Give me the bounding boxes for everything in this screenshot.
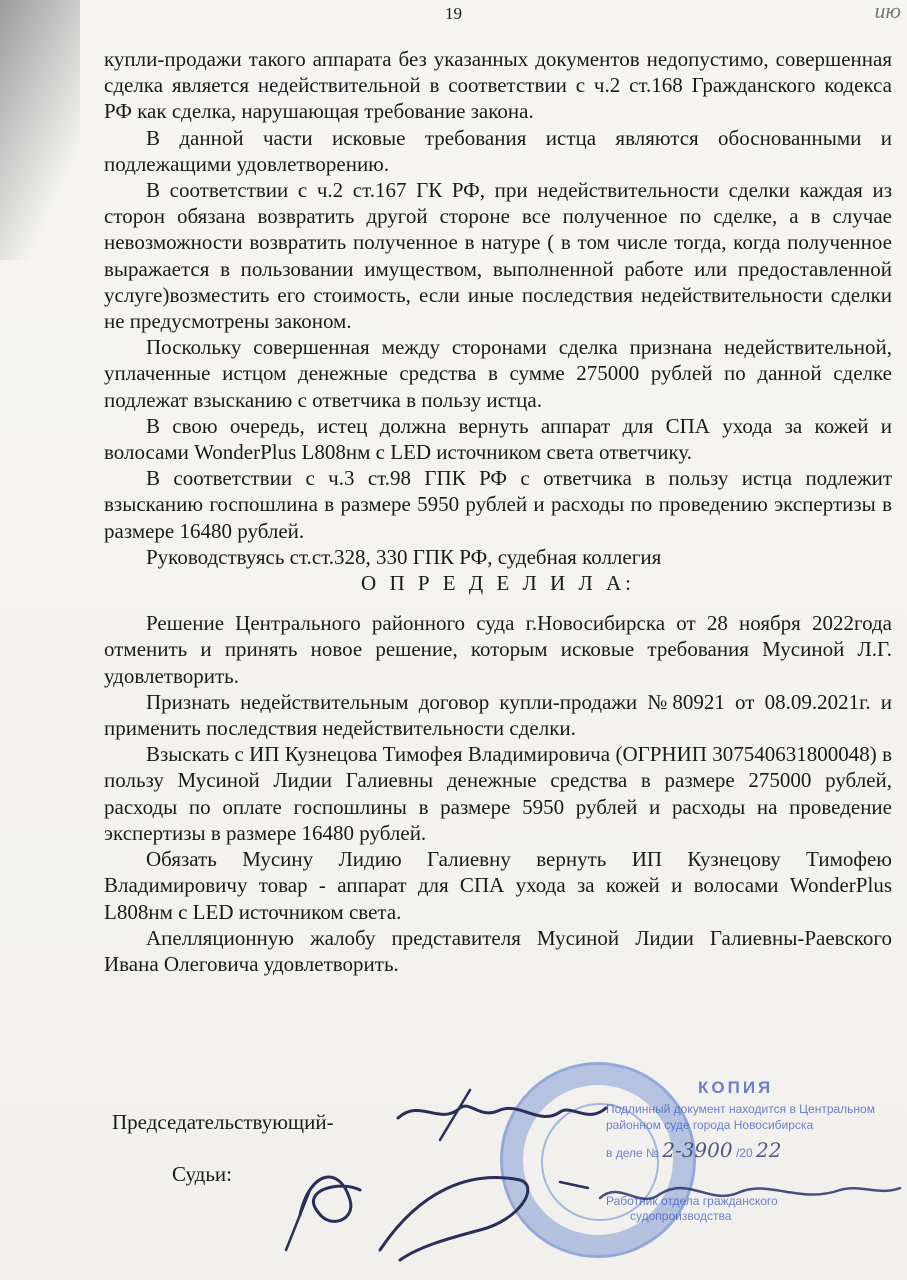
paragraph-5: В свою очередь, истец должна вернуть аппарат для СПА ухода за кожей и волосами WonderPlus L808нм с LED источником света ответчику. (104, 413, 892, 465)
case-number-prefix: в деле № (606, 1146, 659, 1160)
presiding-judge-label: Председательствующий- (112, 1110, 334, 1134)
ruling-item-4: Обязать Мусину Лидию Галиевну вернуть ИП Кузнецову Тимофею Владимировичу товар - аппарат для СПА ухода за кожей и волосами WonderPlus L808нм с LED источником света. (104, 847, 892, 924)
paragraph-2: В данной части исковые требования истца являются обоснованными и подлежащими удовлетворению. (104, 125, 892, 176)
presiding-signature (398, 1106, 606, 1118)
copy-stamp-line-1: Подлинный документ находится в Центральном (606, 1102, 875, 1116)
clerk-signature (600, 1188, 900, 1199)
judges-label: Судьи: (172, 1162, 232, 1186)
paragraph-3: В соответствии с ч.2 ст.167 ГК РФ, при недействительности сделки каждая из сторон обязана возвратить другой стороне все полученное по сделке, а в случае невозможности возвратить полученное в натуре ( в том числе тогда, когда полученное выражается в пользовании имуществом, выполненной работе или предоставленной услуге)возместить его стоимость, если иные последствия недействительности сделки не предусмотрены законом. (104, 178, 892, 334)
case-year: 22 (755, 1138, 782, 1162)
ruling-item-5: Апелляционную жалобу представителя Мусиной Лидии Галиевны-Раевского Ивана Олеговича удовлетворить. (104, 925, 892, 976)
paragraph-4: Поскольку совершенная между сторонами сделка признана недействительной, уплаченные истцом денежные средства в сумме 275000 рублей по данной сделке подлежат взысканию с ответчика в пользу истца. (104, 335, 892, 412)
ruling-item-2: Признать недействительным договор купли-продажи №80921 от 08.09.2021г. и применить последствия недействительности сделки. (104, 689, 892, 741)
copy-stamp-title: КОПИЯ (698, 1078, 774, 1097)
year-prefix: /20 (735, 1146, 753, 1160)
corner-handwritten-mark: ию (874, 0, 901, 23)
case-number: 2-3900 (662, 1138, 733, 1162)
paragraph-7: Руководствуясь ст.ст.328, 330 ГПК РФ, судебная коллегия (146, 544, 662, 569)
copy-stamp-line-5: судопроизводства (630, 1209, 732, 1223)
judge-signature-2 (380, 1178, 528, 1260)
ruling-heading: О П Р Е Д Е Л И Л А: (361, 571, 635, 596)
paragraph-6: В соответствии с ч.3 ст.98 ГПК РФ с ответчика в пользу истца подлежит взысканию госпошлина в размере 5950 рублей и расходы по проведению экспертизы в размере 16480 рублей. (104, 466, 892, 543)
copy-stamp-line-4: Работник отдела гражданского (606, 1194, 778, 1208)
ruling-item-3: Взыскать с ИП Кузнецова Тимофея Владимировича (ОГРНИП 307540631800048) в пользу Мусиной Лидии Галиевны денежные средства в размере 275000 рублей, расходы по оплате госпошлины в размере 5950 рублей и расходы на проведение экспертизы в размере 16480 рублей. (104, 742, 892, 845)
copy-stamp-line-2: районном суде города Новосибирска (606, 1118, 814, 1132)
paragraph-1: купли-продажи такого аппарата без указанных документов недопустимо, совершенная сделка является недействительной в соответствии с ч.2 ст.168 Гражданского кодекса РФ как сделка, нарушающая требование закона. (104, 47, 892, 124)
ruling-item-1: Решение Центрального районного суда г.Новосибирска от 28 ноября 2022года отменить и принять новое решение, которым исковые требования Мусиной Л.Г. удовлетворить. (104, 611, 892, 688)
page-number: 19 (445, 4, 462, 23)
judge-signature-1 (300, 1177, 360, 1221)
